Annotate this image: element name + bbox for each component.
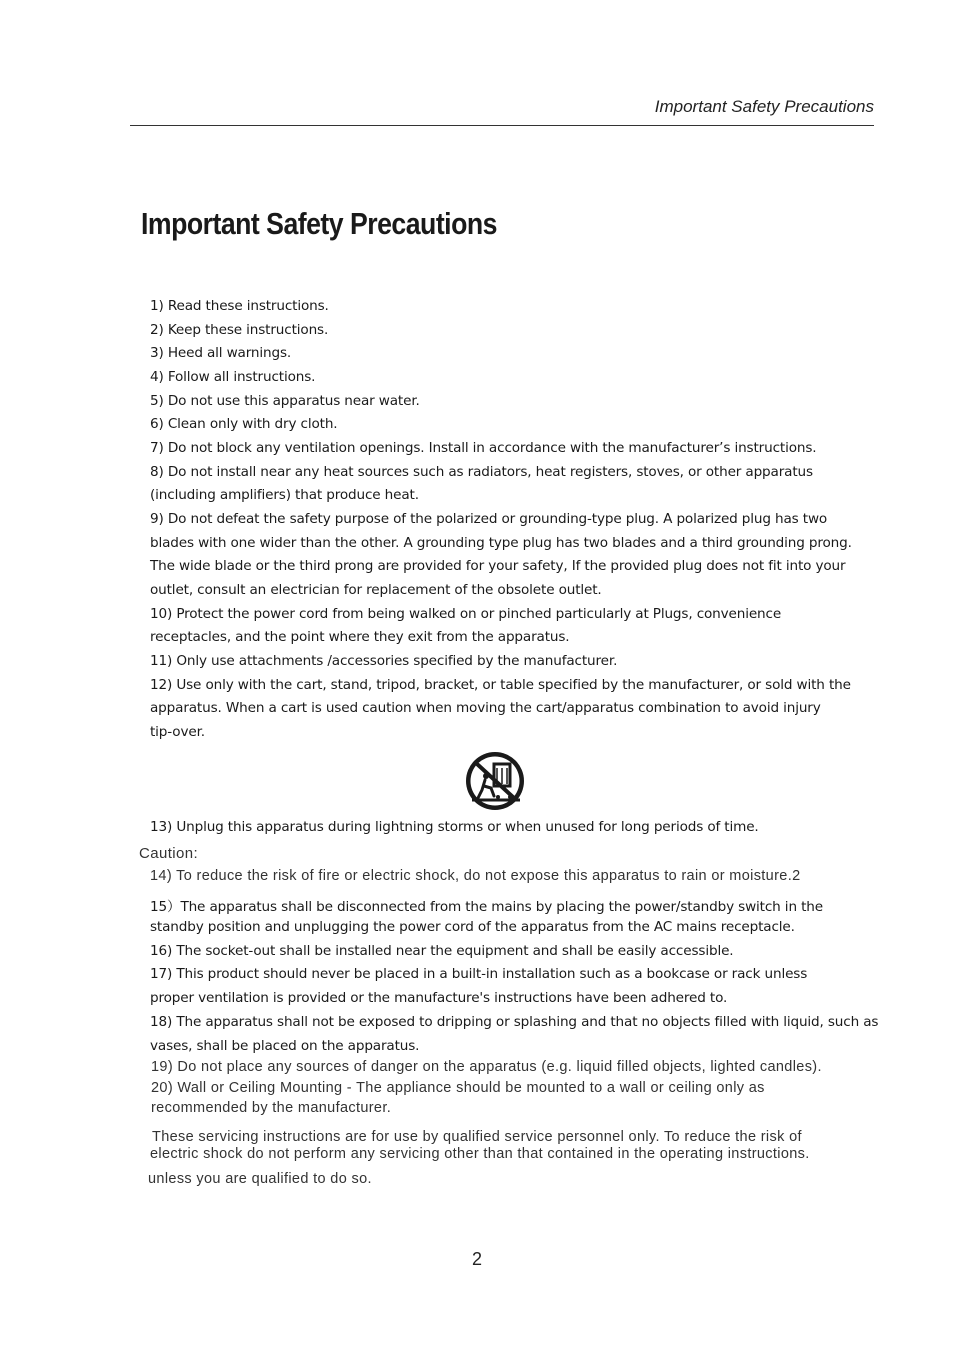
list-item-15-cont: standby position and unplugging the power cord of the apparatus from the AC mains receptacle. [150, 919, 795, 935]
page-number: 2 [471, 1249, 482, 1269]
list-item-20-cont: recommended by the manufacturer. [151, 1100, 392, 1116]
list-item-19: 19) Do not place any sources of danger on the apparatus (e.g. liquid filled objects, lighted candles). [151, 1059, 822, 1075]
list-item-4: 4) Follow all instructions. [150, 369, 316, 385]
servicing-note: These servicing instructions are for use by qualified service personnel only. To reduce the risk of [152, 1129, 802, 1145]
list-item-18-cont: vases, shall be placed on the apparatus. [150, 1038, 420, 1054]
list-item-12: 12) Use only with the cart, stand, tripod, bracket, or table specified by the manufacturer, or sold with the [150, 677, 851, 693]
list-item-8: 8) Do not install near any heat sources such as radiators, heat registers, stoves, or other apparatus [150, 464, 813, 480]
cart-tip-over-warning-icon [464, 750, 526, 812]
list-item-9-cont: The wide blade or the third prong are provided for your safety, If the provided plug does not fit into your [150, 558, 846, 574]
list-item-1: 1) Read these instructions. [150, 298, 329, 314]
list-item-3: 3) Heed all warnings. [150, 345, 292, 361]
list-item-6: 6) Clean only with dry cloth. [150, 416, 338, 432]
list-item-10: 10) Protect the power cord from being walked on or pinched particularly at Plugs, convenience [150, 606, 782, 622]
running-header-title: Important Safety Precautions [654, 97, 874, 116]
list-item-9-cont: blades with one wider than the other. A grounding type plug has two blades and a third grounding prong. [150, 535, 852, 551]
list-item-17: 17) This product should never be placed in a built-in installation such as a bookcase or rack unless [150, 966, 808, 982]
servicing-note-cont: unless you are qualified to do so. [148, 1171, 372, 1187]
servicing-note-cont: electric shock do not perform any servicing other than that contained in the operating instructions. [150, 1146, 810, 1162]
list-item-9: 9) Do not defeat the safety purpose of the polarized or grounding-type plug. A polarized plug has two [150, 511, 828, 527]
list-item-13: 13) Unplug this apparatus during lightning storms or when unused for long periods of time. [150, 819, 759, 835]
header-rule [130, 125, 874, 126]
list-item-10-cont: receptacles, and the point where they exit from the apparatus. [150, 629, 570, 645]
list-item-14: 14) To reduce the risk of fire or electric shock, do not expose this apparatus to rain or moisture.2 [150, 868, 801, 884]
list-item-11: 11) Only use attachments /accessories specified by the manufacturer. [150, 653, 618, 669]
list-item-16: 16) The socket-out shall be installed near the equipment and shall be easily accessible. [150, 943, 734, 959]
list-item-18: 18) The apparatus shall not be exposed to dripping or splashing and that no objects filled with liquid, such as [150, 1014, 879, 1030]
list-item-12-cont: apparatus. When a cart is used caution when moving the cart/apparatus combination to avoid injury [150, 700, 821, 716]
list-item-2: 2) Keep these instructions. [150, 322, 329, 338]
caution-label: Caution: [139, 845, 199, 862]
list-item-17-cont: proper ventilation is provided or the manufacture's instructions have been adhered to. [150, 990, 728, 1006]
list-item-9-cont: outlet, consult an electrician for replacement of the obsolete outlet. [150, 582, 602, 598]
list-item-5: 5) Do not use this apparatus near water. [150, 393, 420, 409]
list-item-15: 15）The apparatus shall be disconnected from the mains by placing the power/standby switch in the [150, 899, 823, 915]
list-item-12-cont: tip-over. [150, 724, 205, 740]
list-item-20: 20) Wall or Ceiling Mounting - The appliance should be mounted to a wall or ceiling only as [151, 1080, 765, 1096]
list-item-7: 7) Do not block any ventilation openings. Install in accordance with the manufacturer’s instructions. [150, 440, 817, 456]
page-title: Important Safety Precautions [141, 206, 497, 241]
list-item-8-cont: (including amplifiers) that produce heat. [150, 487, 419, 503]
